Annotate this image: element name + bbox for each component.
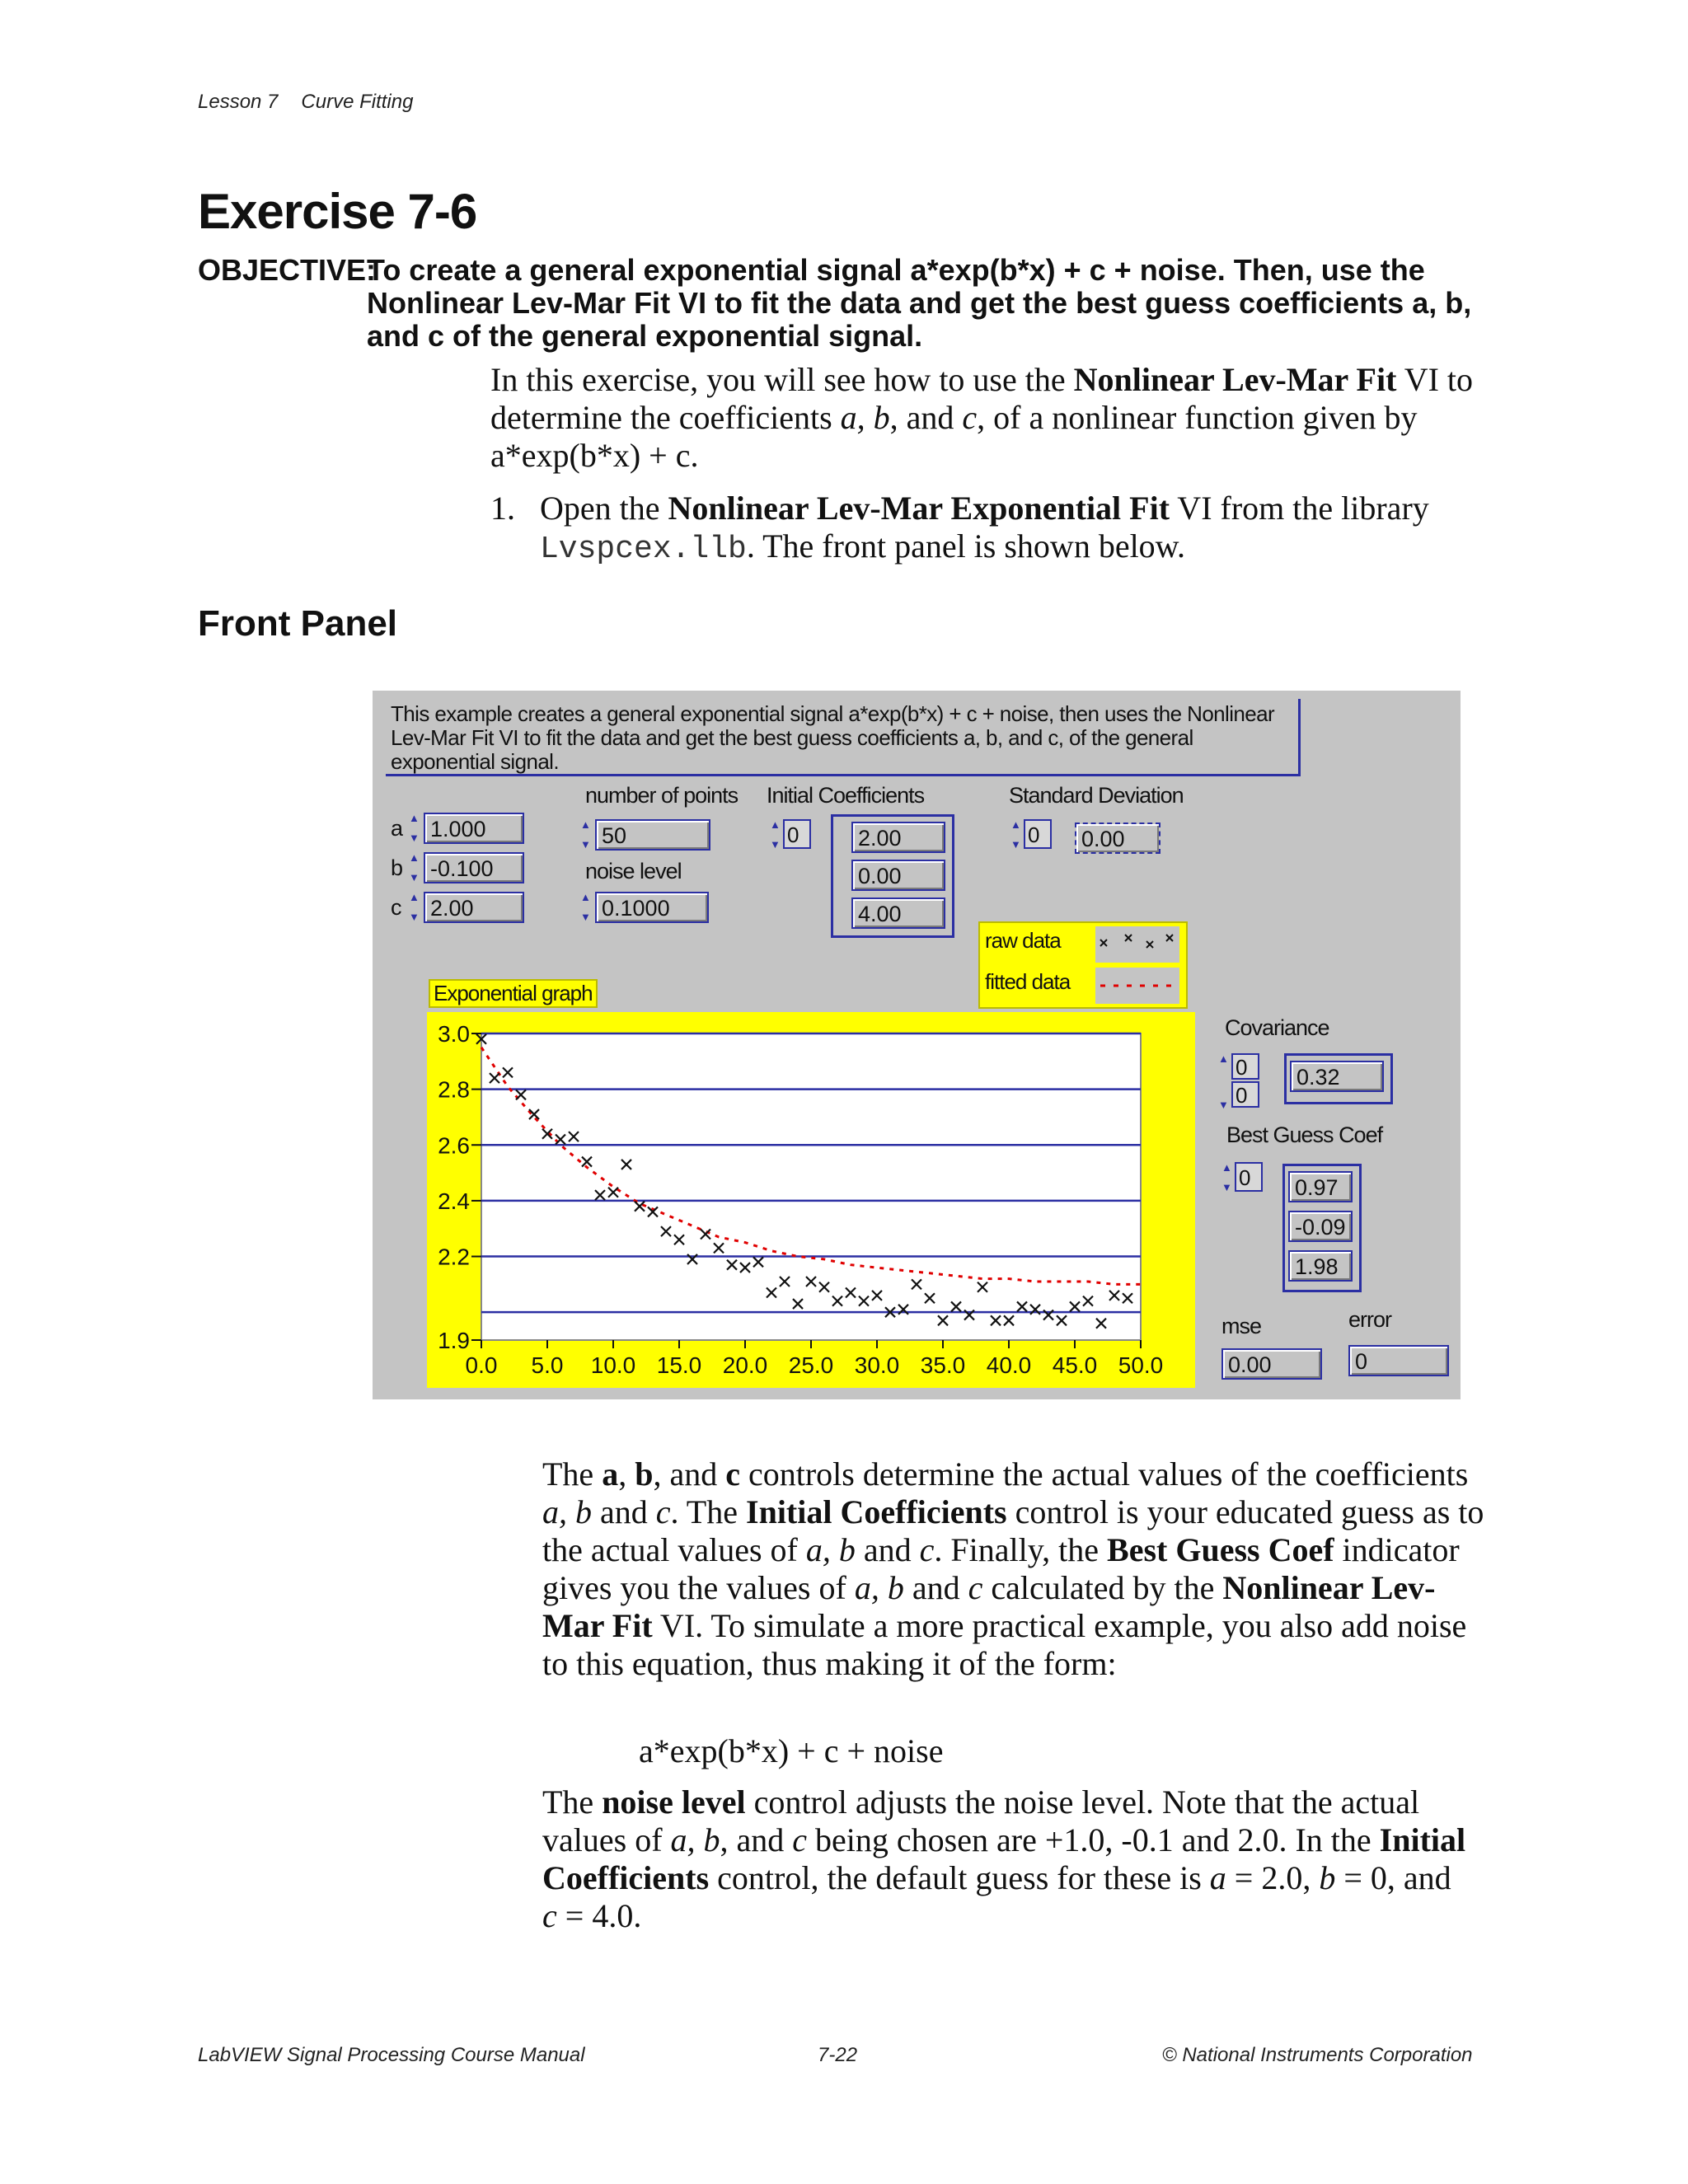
initial-coef-element[interactable]: 4.00 bbox=[851, 898, 945, 929]
p1-italic: c bbox=[919, 1531, 935, 1568]
a-label: a bbox=[391, 816, 403, 841]
header-lesson: Lesson 7 bbox=[198, 91, 279, 113]
std-dev-index[interactable]: 0 bbox=[1024, 819, 1052, 849]
section-heading-front-panel: Front Panel bbox=[198, 603, 398, 644]
number-of-points-control[interactable]: 50 bbox=[595, 819, 710, 851]
coefficients-paragraph bbox=[542, 1455, 1490, 1683]
p1-bold-c: c bbox=[725, 1455, 740, 1493]
x-tick-label: 15.0 bbox=[656, 1352, 702, 1378]
running-header bbox=[198, 91, 436, 114]
p2-italic: c bbox=[792, 1821, 808, 1858]
vi-description: This example creates a general exponential signal a*exp(b*x) + c + noise, then uses the Nonlinear Lev-Mar Fit VI to fit the data and get the best guess coefficients a, b, and c, of the general exponential signal. bbox=[386, 699, 1301, 776]
initial-coefficients-array bbox=[831, 814, 954, 938]
covariance-label: Covariance bbox=[1225, 1015, 1329, 1040]
p1-bold-b: b bbox=[635, 1455, 654, 1493]
header-topic: Curve Fitting bbox=[301, 91, 414, 113]
best-guess-element: -0.09 bbox=[1288, 1211, 1353, 1242]
intro-paragraph bbox=[490, 361, 1488, 475]
best-guess-coef-array bbox=[1282, 1164, 1362, 1292]
initial-coefficients-label: Initial Coefficients bbox=[767, 783, 925, 808]
best-guess-index[interactable]: 0 bbox=[1235, 1162, 1263, 1192]
best-guess-coef-label: Best Guess Coef bbox=[1226, 1122, 1383, 1147]
exponential-graph bbox=[427, 1012, 1195, 1388]
x-tick-label: 35.0 bbox=[920, 1352, 966, 1378]
c-spinner-icon[interactable] bbox=[409, 892, 420, 923]
x-tick-label: 40.0 bbox=[986, 1352, 1032, 1378]
p2-italic: a bbox=[1209, 1859, 1226, 1896]
initial-coef-element[interactable]: 2.00 bbox=[851, 822, 945, 853]
number-of-points-spinner-icon[interactable] bbox=[580, 819, 592, 851]
step-library-name: Lvspcex.llb bbox=[540, 532, 747, 567]
legend-fitted-data-label: fitted data bbox=[985, 969, 1071, 994]
x-tick-label: 5.0 bbox=[531, 1352, 564, 1378]
exercise-title: Exercise 7-6 bbox=[198, 184, 477, 239]
y-tick-label: 3.0 bbox=[438, 1021, 470, 1047]
p1-italic: a, b bbox=[854, 1569, 904, 1606]
best-guess-element: 1.98 bbox=[1288, 1250, 1353, 1282]
y-tick-label: 2.4 bbox=[438, 1188, 470, 1214]
error-indicator: 0 bbox=[1348, 1345, 1449, 1376]
standard-deviation-label: Standard Deviation bbox=[1009, 783, 1184, 808]
legend-raw-marker bbox=[1095, 926, 1179, 963]
intro-text-3: , and bbox=[889, 399, 963, 436]
legend-fitted-line bbox=[1095, 968, 1179, 1004]
footer-page-number: 7-22 bbox=[818, 2044, 858, 2066]
p2-bold-initial-coefficients: Initial Coefficients bbox=[542, 1821, 1466, 1896]
p1-bold-lev-mar: Nonlinear Lev-Mar Fit bbox=[542, 1569, 1436, 1644]
legend-fitted-data-swatch bbox=[1095, 968, 1179, 1004]
p1-italic: a, b bbox=[542, 1493, 592, 1530]
p2-text: being chosen are +1.0, -0.1 and 2.0. In the bbox=[807, 1821, 1380, 1858]
number-of-points-label: number of points bbox=[585, 783, 738, 808]
intro-italic-c: c bbox=[962, 399, 978, 436]
plot-legend bbox=[978, 921, 1188, 1009]
c-control[interactable]: 2.00 bbox=[424, 892, 524, 923]
p2-italic: a, b bbox=[670, 1821, 720, 1858]
graph-label: Exponential graph bbox=[429, 979, 598, 1008]
p1-text: . The bbox=[670, 1493, 746, 1530]
error-label: error bbox=[1348, 1307, 1392, 1332]
b-control[interactable]: -0.100 bbox=[424, 852, 524, 883]
p2-italic: c bbox=[542, 1897, 557, 1934]
y-tick-label: 1.9 bbox=[438, 1328, 470, 1353]
p1-text: controls determine the actual values of the coefficients bbox=[739, 1455, 1469, 1493]
covariance-element: 0.32 bbox=[1290, 1061, 1384, 1092]
p2-bold-noise-level: noise level bbox=[602, 1783, 746, 1821]
y-tick-label: 2.2 bbox=[438, 1244, 470, 1270]
best-guess-element: 0.97 bbox=[1288, 1171, 1353, 1202]
p1-text: , and bbox=[653, 1455, 726, 1493]
legend-raw-data-label: raw data bbox=[985, 928, 1061, 953]
p1-italic: a, b bbox=[805, 1531, 856, 1568]
chart-svg bbox=[427, 1012, 1195, 1388]
a-spinner-icon[interactable] bbox=[409, 813, 420, 844]
p1-bold-best-guess-coef: Best Guess Coef bbox=[1107, 1531, 1334, 1568]
x-tick-label: 25.0 bbox=[788, 1352, 834, 1378]
p1-italic: c bbox=[968, 1569, 983, 1606]
a-control[interactable]: 1.000 bbox=[424, 813, 524, 844]
p1-text: indicator gives you the values of bbox=[542, 1531, 1460, 1606]
initial-coef-index-spinner-icon[interactable] bbox=[770, 819, 781, 851]
p1-text: and bbox=[903, 1569, 968, 1606]
x-tick-label: 45.0 bbox=[1052, 1352, 1098, 1378]
step-text-3: . The front panel is shown below. bbox=[746, 527, 1185, 565]
p1-text: VI. To simulate a more practical example, you also add noise to this equation, thus making it of the form: bbox=[542, 1607, 1467, 1682]
x-tick-label: 20.0 bbox=[722, 1352, 768, 1378]
p2-text: control, the default guess for these is bbox=[709, 1859, 1210, 1896]
step-text-2: VI from the library bbox=[1170, 490, 1429, 527]
footer-right: © National Instruments Corporation bbox=[1162, 2044, 1473, 2066]
covariance-index-col[interactable]: 0 bbox=[1231, 1081, 1259, 1108]
p2-text: = 0, and bbox=[1335, 1859, 1451, 1896]
p2-text: = 2.0, bbox=[1226, 1859, 1320, 1896]
p1-text: The bbox=[542, 1455, 603, 1493]
intro-text-1: In this exercise, you will see how to use the bbox=[490, 361, 1074, 398]
p1-text: calculated by the bbox=[982, 1569, 1223, 1606]
noise-level-control[interactable]: 0.1000 bbox=[595, 892, 709, 923]
intro-italic-ab: a, b bbox=[840, 399, 890, 436]
p1-italic: c bbox=[655, 1493, 671, 1530]
x-tick-label: 0.0 bbox=[465, 1352, 498, 1378]
noise-level-label: noise level bbox=[585, 859, 682, 883]
formula: a*exp(b*x) + c + noise bbox=[639, 1732, 944, 1769]
step-body bbox=[540, 490, 1488, 569]
initial-coef-element[interactable]: 0.00 bbox=[851, 860, 945, 891]
p2-italic: b bbox=[1319, 1859, 1336, 1896]
x-tick-label: 10.0 bbox=[590, 1352, 636, 1378]
p1-text: , bbox=[618, 1455, 635, 1493]
x-tick-label: 30.0 bbox=[854, 1352, 900, 1378]
objective-text: To create a general exponential signal a*exp(b*x) + c + noise. Then, use the Nonlinear Lev-Mar Fit VI to fit the data and get the best guess coefficients a, b, and c of the general exponential signal. bbox=[367, 253, 1472, 353]
objective-label: OBJECTIVE: bbox=[198, 253, 377, 287]
intro-text-4: , of a nonlinear function given by a*exp(b*x) + c. bbox=[490, 399, 1418, 474]
p1-bold-a: a bbox=[602, 1455, 619, 1493]
std-dev-indicator: 0.00 bbox=[1075, 823, 1160, 854]
mse-label: mse bbox=[1221, 1314, 1262, 1338]
covariance-index-spinner-icon[interactable] bbox=[1218, 1053, 1230, 1111]
mse-indicator: 0.00 bbox=[1221, 1348, 1322, 1380]
intro-text-2: VI to determine the coefficients bbox=[490, 361, 1474, 436]
p1-bold-initial-coefficients: Initial Coefficients bbox=[746, 1493, 1007, 1530]
p2-text: , and bbox=[720, 1821, 793, 1858]
footer-left: LabVIEW Signal Processing Course Manual bbox=[198, 2044, 585, 2066]
b-label: b bbox=[391, 855, 403, 880]
x-tick-label: 50.0 bbox=[1118, 1352, 1164, 1378]
p1-text: control is your educated guess as to the actual values of bbox=[542, 1493, 1484, 1568]
front-panel bbox=[373, 691, 1461, 1399]
p1-text: and bbox=[855, 1531, 920, 1568]
std-dev-index-spinner-icon[interactable] bbox=[1010, 819, 1022, 851]
covariance-matrix bbox=[1284, 1053, 1393, 1104]
b-spinner-icon[interactable] bbox=[409, 852, 420, 883]
legend-raw-data-swatch bbox=[1095, 926, 1179, 963]
p1-text: and bbox=[592, 1493, 656, 1530]
step-bold-vi: Nonlinear Lev-Mar Exponential Fit bbox=[668, 490, 1170, 527]
y-tick-label: 2.8 bbox=[438, 1076, 470, 1103]
noise-level-spinner-icon[interactable] bbox=[580, 892, 592, 923]
intro-bold-vi: Nonlinear Lev-Mar Fit bbox=[1073, 361, 1397, 398]
plot-area bbox=[481, 1033, 1141, 1340]
p2-text: = 4.0. bbox=[556, 1897, 642, 1934]
covariance-index-row[interactable]: 0 bbox=[1231, 1053, 1259, 1080]
step-text-1: Open the bbox=[540, 490, 668, 527]
best-guess-index-spinner-icon[interactable] bbox=[1221, 1162, 1233, 1193]
initial-coef-index[interactable]: 0 bbox=[783, 819, 811, 849]
step-number: 1. bbox=[490, 490, 515, 527]
p2-text: The bbox=[542, 1783, 603, 1821]
y-tick-label: 2.6 bbox=[438, 1132, 470, 1159]
noise-paragraph bbox=[542, 1783, 1490, 1935]
p1-text: . Finally, the bbox=[934, 1531, 1108, 1568]
p2-text: control adjusts the noise level. Note that the actual values of bbox=[542, 1783, 1420, 1858]
c-label: c bbox=[391, 895, 401, 920]
